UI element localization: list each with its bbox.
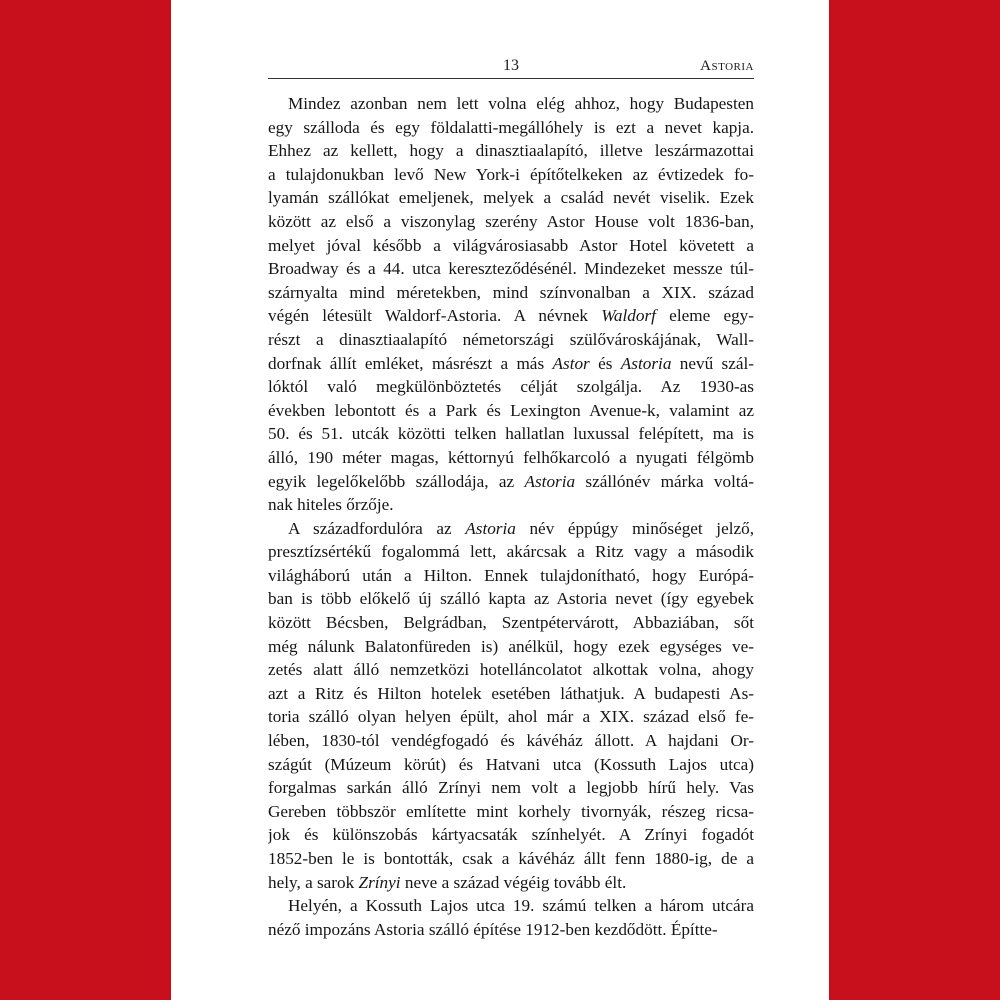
text-line: [268, 328, 754, 352]
text-segment: szágút (Múzeum körút) és Hatvani utca (Kossuth Lajos utca): [268, 754, 754, 774]
text-segment: lyamán szállókat emeljenek, melyek a család nevét viselik. Ezek: [268, 188, 754, 208]
text-line: [268, 399, 754, 423]
text-segment: 1852-ben le is bontották, csak a kávéház állt fenn 1880-ig, de a: [268, 849, 754, 868]
text-line: [268, 517, 754, 541]
text-segment: Mindez azonban nem lett volna elég ahhoz, hogy Budapesten: [288, 94, 754, 113]
italic-term: Astor: [552, 353, 590, 373]
italic-term: Astoria: [620, 353, 672, 373]
text-segment: lóktól való megkülönböztetés célját szolgálja. Az 1930-as: [268, 377, 754, 397]
text-line: [268, 800, 754, 824]
text-segment: egy szálloda és egy földalatti-megállóhely is ezt a nevet kapja.: [268, 117, 754, 137]
text-segment: világháború után a Hilton. Ennek tulajdonítható, hogy Európá-: [268, 565, 754, 585]
text-segment: végén létesült Waldorf-Astoria. A névnek: [268, 306, 602, 326]
text-segment: dorfnak állít emléket, másrészt a más: [268, 353, 553, 373]
text-line: [268, 234, 754, 258]
body-text: [268, 92, 754, 941]
text-line: [268, 352, 754, 376]
text-segment: Broadway és a 44. utca kereszteződésénél. Mindezeket messze túl-: [268, 259, 754, 279]
text-segment: egyik legelőkelőbb szállodája, az: [268, 471, 525, 491]
text-segment: forgalmas sarkán álló Zrínyi nem volt a legjobb hírű hely. Vas: [268, 778, 754, 798]
text-line: [268, 210, 754, 234]
text-segment: hely, a sarok: [268, 872, 359, 892]
text-line: [268, 422, 754, 446]
text-segment: zetés alatt álló nemzetközi hotelláncolatot alkottak volna, ahogy: [268, 660, 754, 680]
text-segment: álló, 190 méter magas, kéttornyú felhőkarcoló a nyugati félgömb: [268, 447, 754, 467]
text-segment: néző impozáns Astoria szálló építése 1912-ben kezdődött. Építte-: [268, 919, 718, 939]
text-line: [268, 257, 754, 281]
text-line: [268, 611, 754, 635]
text-segment: lében, 1830-tól vendégfogadó és kávéház állott. A hajdani Or-: [268, 731, 754, 751]
running-header: [268, 56, 754, 79]
text-line: [268, 186, 754, 210]
text-line: [268, 753, 754, 777]
text-line: [268, 116, 754, 140]
text-segment: szállónév márka voltá-: [575, 471, 754, 491]
text-segment: között Bécsben, Belgrádban, Szentpétervárott, Abbaziában, sőt: [268, 613, 754, 633]
text-segment: szárnyalta mind méretekben, mind színvonalban a XIX. század: [268, 282, 754, 302]
italic-term: Astoria: [524, 471, 576, 491]
text-line: [268, 823, 754, 847]
text-line: [268, 705, 754, 729]
text-segment: eleme egy-: [655, 306, 754, 326]
text-line: [268, 682, 754, 706]
text-line: [268, 540, 754, 564]
text-segment: nak hiteles őrzője.: [268, 495, 394, 515]
text-segment: még nálunk Balatonfüreden is) anélkül, hogy ezek egységes ve-: [268, 636, 754, 656]
text-line: [268, 658, 754, 682]
text-line: [268, 871, 754, 895]
text-line: [268, 847, 754, 871]
text-segment: azt a Ritz és Hilton hotelek esetében láthatjuk. A budapesti As-: [268, 683, 754, 703]
text-line: [268, 470, 754, 494]
text-segment: években lebontott és a Park és Lexington Avenue-k, valamint az: [268, 400, 754, 420]
page-number: 13: [503, 57, 519, 74]
text-segment: jok és különszobás kártyacsaták színhelyét. A Zrínyi fogadót: [268, 825, 754, 845]
text-segment: részt a dinasztiaalapító németországi szülővároskájának, Wall-: [268, 329, 754, 349]
text-segment: A századfordulóra az: [288, 518, 466, 538]
text-line: [268, 635, 754, 659]
text-line: [268, 918, 754, 942]
text-segment: és: [589, 353, 621, 373]
italic-term: Waldorf: [601, 306, 656, 326]
text-line: [268, 375, 754, 399]
text-line: [268, 281, 754, 305]
book-page: [171, 0, 829, 1000]
text-segment: melyet jóval később a világvárosiasabb Astor Hotel követett a: [268, 235, 754, 255]
text-line: [268, 729, 754, 753]
text-segment: ban is több előkelő új szálló kapta az Astoria nevet (így egyebek: [268, 589, 754, 609]
text-line: [268, 304, 754, 328]
text-segment: között az első a viszonylag szerény Astor House volt 1836-ban,: [268, 211, 754, 231]
text-segment: a tulajdonukban levő New York-i építőtelkeken az évtizedek fo-: [268, 164, 754, 184]
text-line: [268, 92, 754, 116]
text-line: [268, 587, 754, 611]
text-line: [268, 894, 754, 918]
text-line: [268, 163, 754, 187]
text-segment: Gereben többször említette mint korhely tivornyák, részeg ricsa-: [268, 801, 754, 821]
text-segment: neve a század végéig tovább élt.: [400, 872, 627, 892]
text-segment: presztízsértékű fogalommá lett, akárcsak a Ritz vagy a második: [268, 542, 754, 562]
text-line: [268, 493, 754, 517]
text-segment: 50. és 51. utcák közötti telken hallatlan luxussal felépített, ma is: [268, 424, 754, 444]
text-segment: toria szálló olyan helyen épült, ahol már a XIX. század első fe-: [268, 707, 754, 727]
italic-term: Zrínyi: [358, 872, 401, 892]
text-line: [268, 446, 754, 470]
text-segment: nevű szál-: [671, 353, 754, 373]
text-segment: Helyén, a Kossuth Lajos utca 19. számú telken a három utcára: [288, 896, 754, 916]
text-segment: Ehhez az kellett, hogy a dinasztiaalapító, illetve leszármazottai: [268, 141, 754, 161]
running-title: Astoria: [700, 58, 754, 74]
text-line: [268, 139, 754, 163]
text-segment: név éppúgy minőséget jelző,: [515, 518, 754, 538]
italic-term: Astoria: [465, 518, 516, 538]
text-line: [268, 776, 754, 800]
text-line: [268, 564, 754, 588]
